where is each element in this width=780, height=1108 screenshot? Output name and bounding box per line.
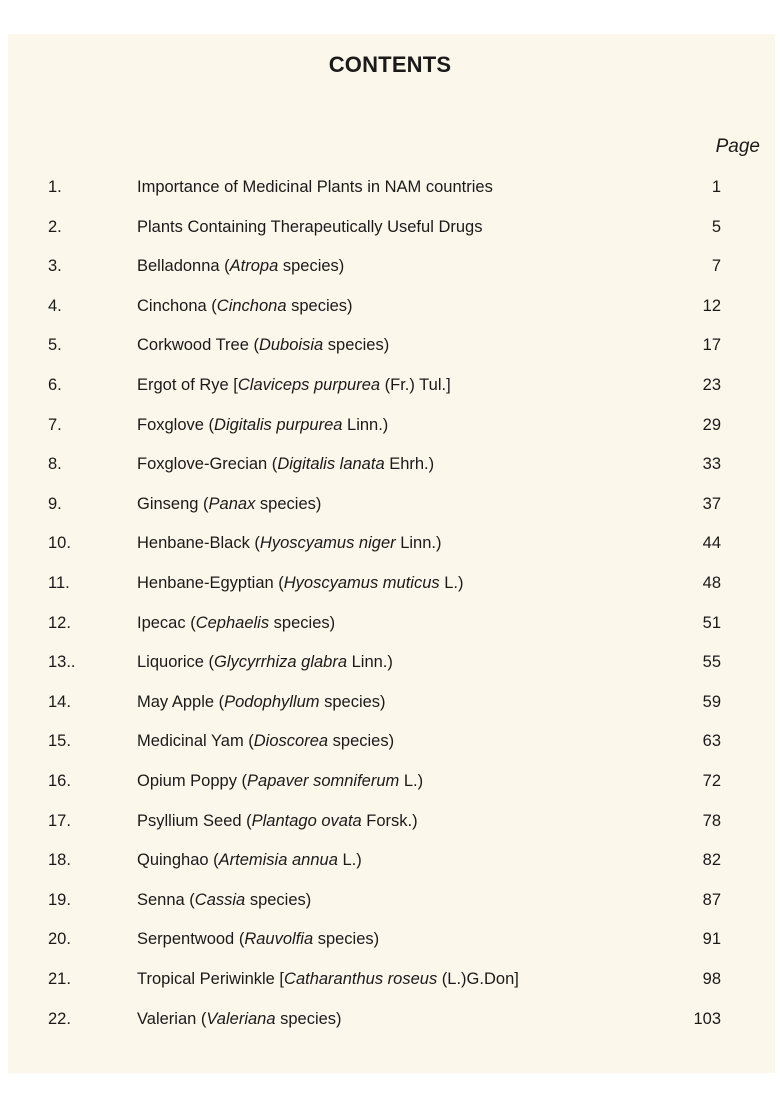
entry-number: 17. (48, 811, 71, 830)
entry-number: 12. (48, 613, 71, 632)
entry-title-part: Liquorice ( (137, 653, 215, 672)
entry-page-number: 63 (702, 732, 721, 751)
contents-entry (0, 336, 780, 360)
entry-title-part: Linn.) (342, 415, 389, 434)
entry-number: 1. (48, 178, 62, 196)
entry-title-part: L.) (439, 574, 464, 592)
entry-title-part: Ipecac ( (137, 613, 196, 632)
entry-title-part: Psyllium Seed ( (137, 811, 252, 830)
entry-title-part: Opium Poppy ( (137, 772, 248, 790)
entry-title-part: species) (319, 692, 386, 711)
contents-entry (0, 257, 780, 281)
entry-title-part: species) (255, 494, 322, 513)
entry-page-number: 87 (702, 890, 721, 909)
entry-title-italic-part: Valeriana (206, 1009, 276, 1028)
entry-number: 22. (48, 1009, 71, 1028)
contents-entry (0, 534, 780, 558)
entry-page-number: 1 (711, 178, 721, 196)
entry-title-part: Foxglove-Grecian ( (137, 455, 278, 474)
entry-title-part: Importance of Medicinal Plants in NAM countries (137, 178, 493, 196)
entry-page-number: 33 (702, 455, 721, 474)
entry-title (137, 970, 519, 989)
entry-title (137, 376, 451, 395)
entry-title-part: Linn.) (347, 653, 393, 672)
entry-title-part: Cinchona ( (137, 296, 217, 315)
entry-title-part: Quinghao ( (137, 851, 219, 870)
entry-number: 7. (48, 415, 62, 434)
entry-title-part: species) (275, 1009, 342, 1028)
entry-title-part: Valerian ( (137, 1009, 207, 1028)
entry-number: 11. (48, 574, 70, 592)
entry-page-number: 7 (711, 257, 721, 276)
entry-title-part: Belladonna ( (137, 257, 230, 276)
page-column-header: Page (715, 136, 760, 157)
entry-title-part: Ergot of Rye [ (137, 376, 238, 394)
contents-entry (0, 772, 780, 796)
entry-page-number: 78 (702, 811, 721, 830)
entry-title-italic-part: Cassia (194, 890, 246, 909)
entry-page-number: 55 (702, 653, 721, 672)
contents-entry (0, 693, 780, 717)
entry-title (137, 693, 386, 712)
entry-page-number: 29 (702, 415, 721, 434)
entry-page-number: 23 (702, 376, 721, 394)
entry-number: 4. (48, 296, 62, 315)
entry-title-italic-part: Digitalis lanata (277, 455, 385, 474)
entry-title-part: species) (328, 732, 395, 751)
entry-title-italic-part: Duboisia (258, 336, 324, 355)
entry-title-italic-part: Cinchona (216, 296, 287, 315)
contents-entry (0, 574, 780, 598)
entry-title (137, 495, 321, 514)
entry-title-italic-part: Catharanthus roseus (284, 970, 438, 988)
entry-title-part: Foxglove ( (137, 415, 215, 434)
contents-entry (0, 297, 780, 321)
entry-title-part: L.) (337, 851, 362, 870)
entry-title-italic-part: Dioscorea (253, 732, 329, 751)
entry-page-number: 37 (702, 494, 721, 513)
contents-entry (0, 891, 780, 915)
entry-title-italic-part: Papaver somniferum (247, 772, 400, 790)
page-title: CONTENTS (328, 52, 452, 77)
entry-title (137, 653, 393, 672)
entry-title-part: Ehrh.) (384, 455, 435, 474)
entry-title-part: (Fr.) Tul.] (380, 376, 451, 394)
entry-number: 19. (48, 890, 71, 909)
entry-title (137, 1010, 342, 1029)
entry-title-part: species) (245, 890, 312, 909)
entry-number: 16. (48, 772, 71, 790)
entry-title-italic-part: Rauvolfia (244, 930, 314, 949)
entry-page-number: 12 (702, 296, 721, 315)
entry-title (137, 297, 353, 316)
contents-entry (0, 218, 780, 242)
entry-page-number: 51 (702, 613, 721, 632)
entry-title (137, 455, 434, 474)
entry-number: 6. (48, 376, 62, 394)
entry-number: 18. (48, 851, 71, 870)
entry-title-italic-part: Atropa (229, 257, 279, 276)
contents-entry (0, 812, 780, 836)
entry-title (137, 534, 441, 553)
entry-title-part: Senna ( (137, 890, 195, 909)
entry-page-number: 48 (702, 574, 721, 592)
entry-title-part: Medicinal Yam ( (137, 732, 254, 751)
entry-page-number: 82 (702, 851, 721, 870)
entry-title (137, 614, 335, 633)
entry-title (137, 336, 389, 355)
entry-title-italic-part: Plantago ovata (251, 811, 362, 830)
entry-title-part: species) (323, 336, 390, 355)
entry-title (137, 257, 344, 276)
entry-number: 3. (48, 257, 62, 276)
entry-number: 15. (48, 732, 71, 751)
entry-title (137, 812, 418, 831)
entry-title-part: species) (286, 296, 353, 315)
entry-title (137, 732, 394, 751)
contents-entry (0, 495, 780, 519)
entry-number: 10. (48, 534, 71, 553)
contents-entry (0, 416, 780, 440)
entry-title (137, 930, 379, 949)
entry-title (137, 218, 482, 237)
entry-number: 14. (48, 692, 71, 711)
entry-title-part: Ginseng ( (137, 494, 209, 513)
entry-page-number: 59 (702, 692, 721, 711)
entry-title-part: species) (269, 613, 336, 632)
entry-number: 20. (48, 930, 71, 949)
contents-entry (0, 732, 780, 756)
entry-page-number: 17 (702, 336, 721, 355)
entry-title-part: May Apple ( (137, 692, 225, 711)
entry-number: 9. (48, 494, 62, 513)
entry-page-number: 44 (702, 534, 721, 553)
entry-title-italic-part: Digitalis purpurea (214, 415, 343, 434)
contents-entry (0, 455, 780, 479)
entry-title-part: Linn.) (395, 534, 442, 553)
entry-page-number: 103 (693, 1009, 721, 1028)
entry-title-part: Forsk.) (361, 811, 418, 830)
contents-entry (0, 1010, 780, 1034)
entry-title-part: (L.)G.Don] (437, 970, 519, 988)
entry-number: 21. (48, 970, 71, 988)
contents-entry (0, 614, 780, 638)
entry-title (137, 416, 388, 435)
entry-title-part: L.) (399, 772, 424, 790)
entry-number: 5. (48, 336, 62, 355)
entry-number: 13.. (48, 653, 76, 672)
entry-title-part: Serpentwood ( (137, 930, 245, 949)
entry-title-part: Plants Containing Therapeutically Useful Drugs (137, 217, 483, 236)
contents-entry (0, 376, 780, 400)
entry-title-italic-part: Hyoscyamus muticus (283, 574, 440, 592)
entry-page-number: 5 (711, 217, 721, 236)
entry-title-part: Corkwood Tree ( (137, 336, 259, 355)
entry-title-italic-part: Hyoscyamus niger (259, 534, 396, 553)
entry-title-italic-part: Podophyllum (224, 692, 320, 711)
contents-entry (0, 178, 780, 202)
entry-title-italic-part: Claviceps purpurea (237, 376, 381, 394)
entry-title-part: Tropical Periwinkle [ (137, 970, 285, 988)
entry-title-part: Henbane-Black ( (137, 534, 260, 553)
entry-title-italic-part: Cephaelis (195, 613, 270, 632)
entry-title-italic-part: Glycyrrhiza glabra (214, 653, 348, 672)
contents-entry (0, 930, 780, 954)
entry-page-number: 98 (702, 970, 721, 988)
entry-title (137, 772, 423, 791)
entry-title-italic-part: Artemisia annua (218, 851, 338, 870)
entry-title (137, 574, 463, 593)
contents-entry (0, 653, 780, 677)
entry-title (137, 851, 362, 870)
contents-entry (0, 970, 780, 994)
entry-title (137, 178, 493, 197)
entry-title-italic-part: Panax (208, 494, 256, 513)
entry-page-number: 91 (702, 930, 721, 949)
entry-page-number: 72 (702, 772, 721, 790)
entry-title-part: species) (313, 930, 380, 949)
entry-title-part: species) (278, 257, 345, 276)
entry-number: 8. (48, 455, 62, 474)
entry-title (137, 891, 311, 910)
entry-number: 2. (48, 217, 62, 236)
entry-title-part: Henbane-Egyptian ( (137, 574, 284, 592)
contents-entry (0, 851, 780, 875)
